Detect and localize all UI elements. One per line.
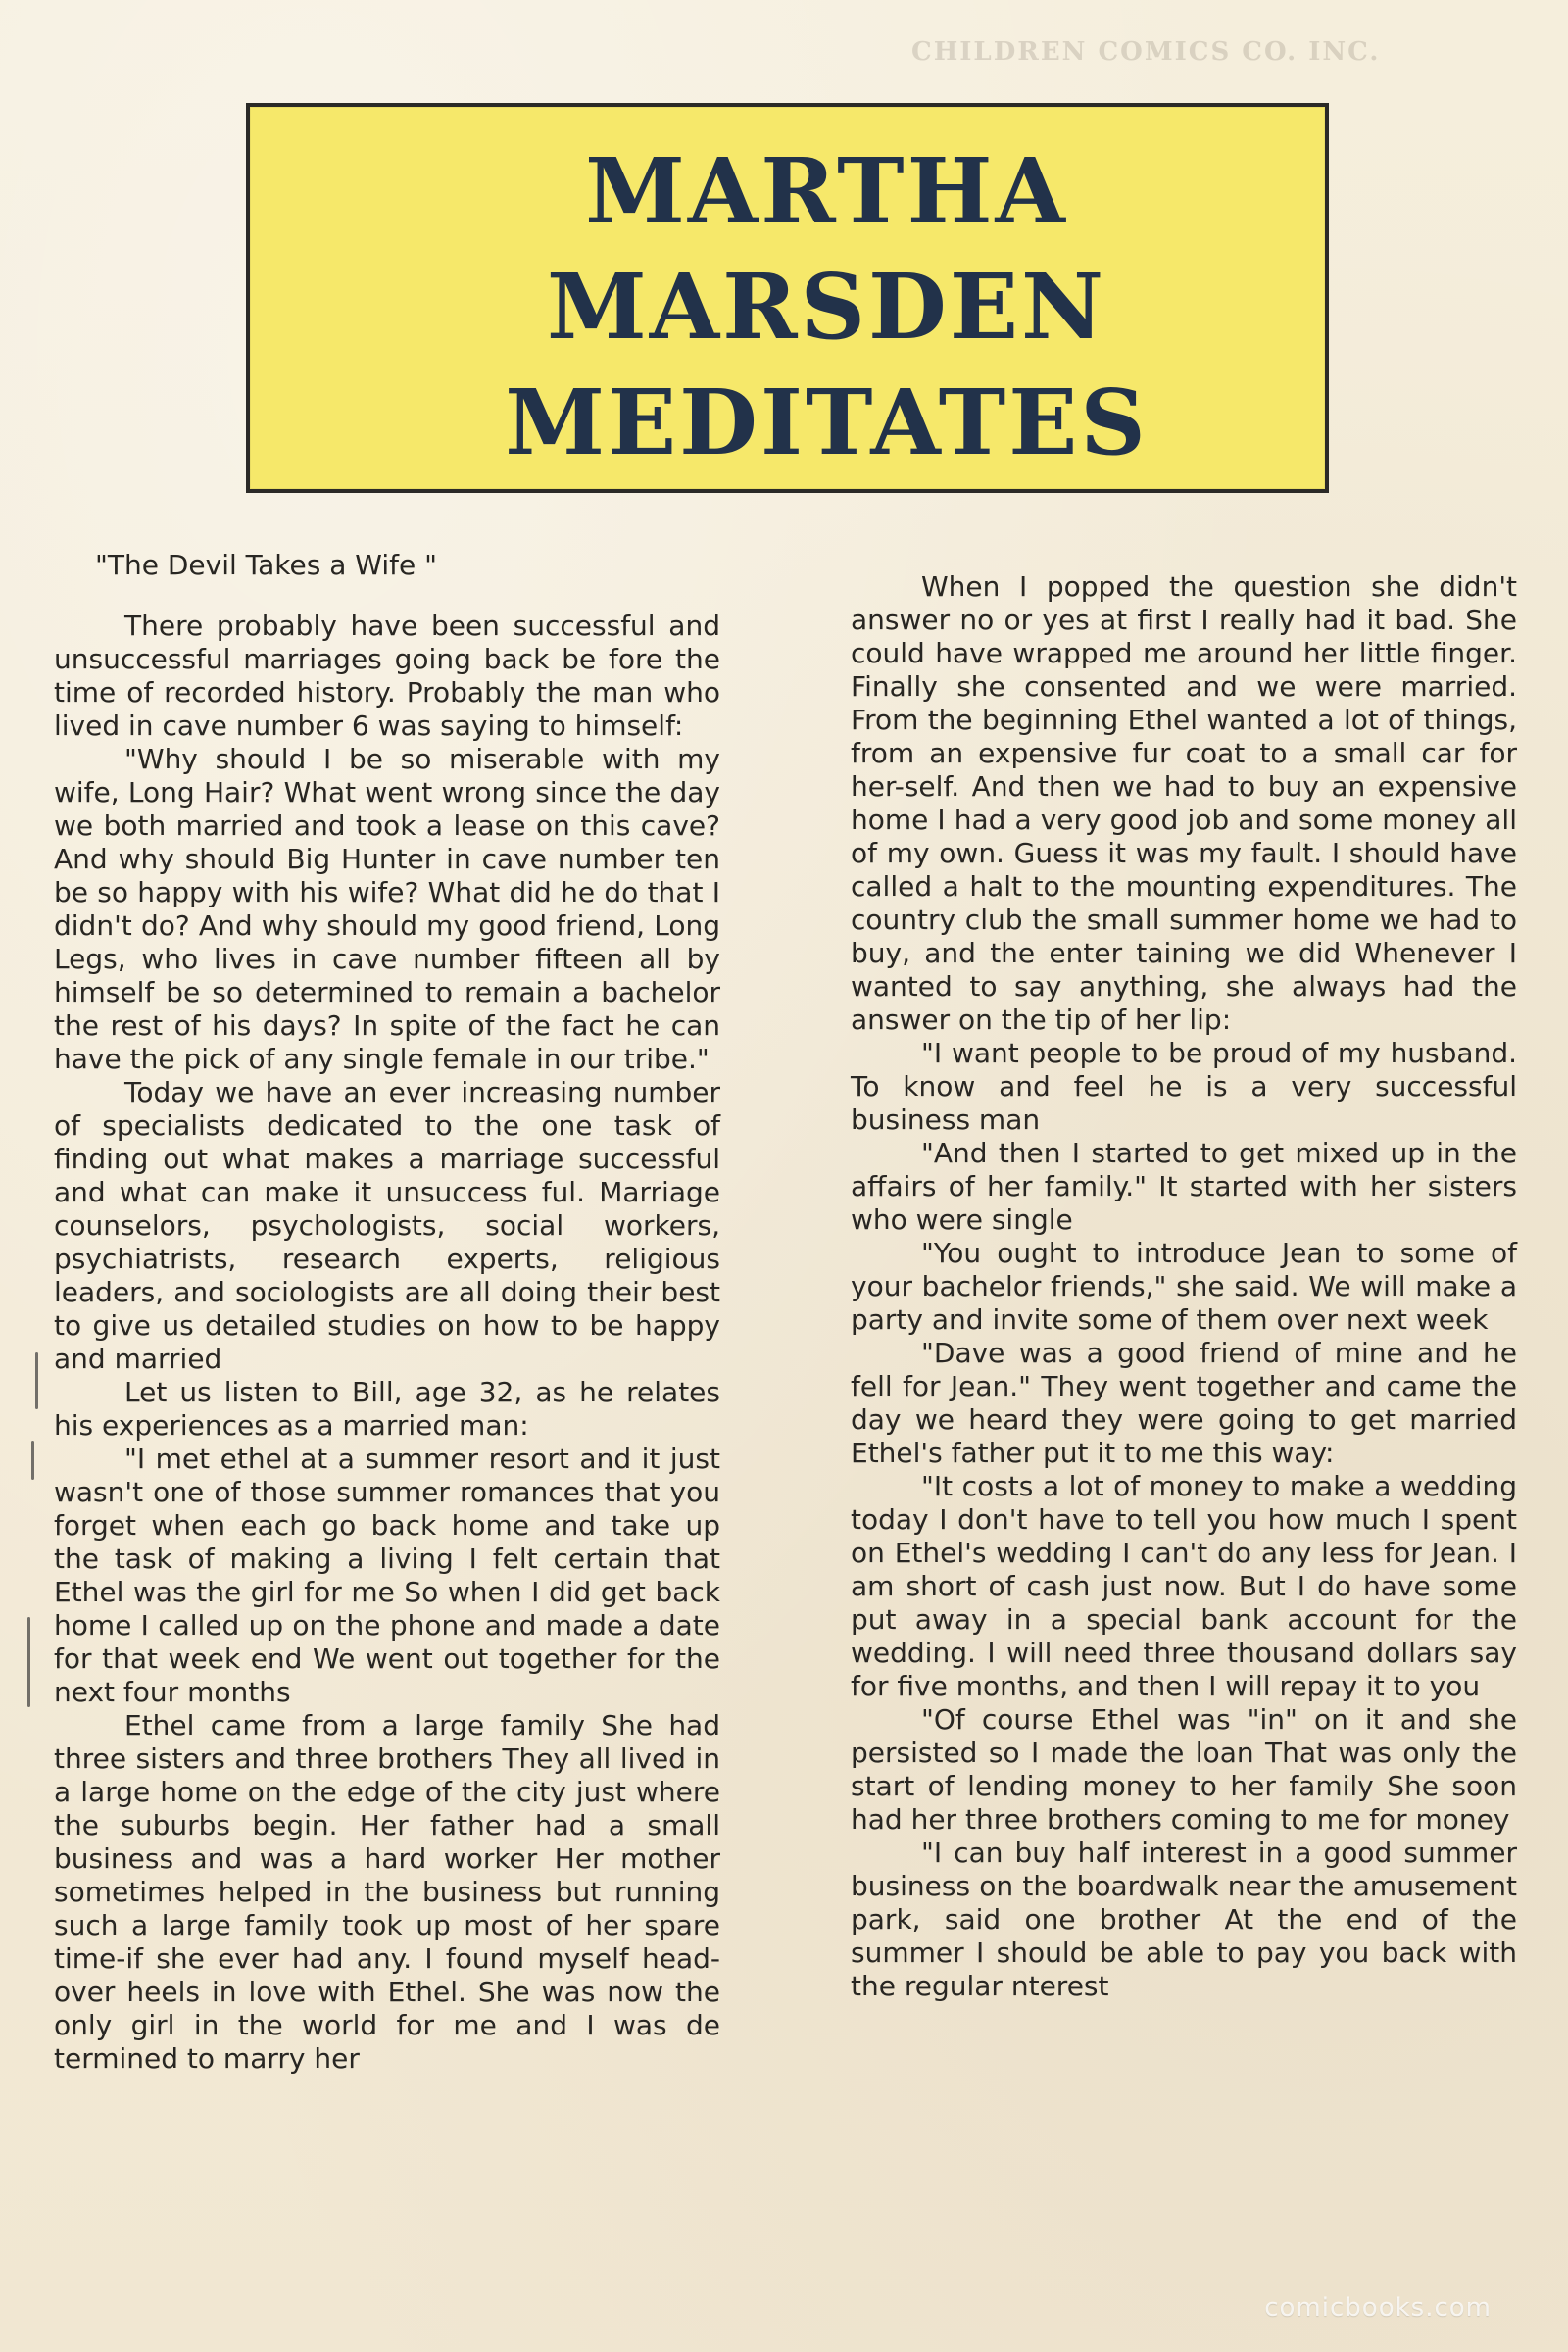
paragraph-right-5: "Dave was a good friend of mine and he fell for Jean." They went together and came the day we heard they were going to get married Ethel's father put it to me this way:	[851, 1337, 1517, 1469]
faded-top-header: CHILDREN COMICS CO. INC.	[911, 37, 1381, 67]
margin-mark	[27, 1617, 30, 1707]
paragraph-right-6: "It costs a lot of money to make a wedding today I don't have to tell you how much I spent on Ethel's wedding I can't do any less for Jean. I am short of cash just now. But I do have some put away in a special bank account for the wedding. I will need three thousand dollars say for five months, and then I will repay it to you	[851, 1470, 1517, 1702]
paragraph-right-2: "I want people to be proud of my husband. To know and feel he is a very successful business man	[851, 1037, 1517, 1136]
paragraph-left-3: Today we have an ever increasing number of specialists dedicated to the one task of finding out what makes a marriage successful and what can make it unsuccess ful. Marriage counselors, psychologists, social workers, psychiatrists, research experts, religious leaders, and sociologists are all doing their best to give us detailed studies on how to be happy and married	[54, 1076, 720, 1375]
paragraph-left-5: "I met ethel at a summer resort and it just wasn't one of those summer romances that you forget when each go back home and take up the task of making a living I felt certain that Ethel was the girl for me So when I did get back home I called up on the phone and made a date for that week end We went out together for the next four months	[54, 1443, 720, 1708]
paragraph-left-1: There probably have been successful and unsuccessful marriages going back be fore the time of recorded history. Probably the man who lived in cave number 6 was saying to himself:	[54, 610, 720, 742]
paragraph-right-8: "I can buy half interest in a good summer business on the boardwalk near the amusement park, said one brother At the end of the summer I should be able to pay you back with the regular nterest	[851, 1837, 1517, 2002]
paragraph-right-3: "And then I started to get mixed up in the affairs of her family." It started with her sisters who were single	[851, 1137, 1517, 1236]
title-line-2: MARSDEN	[546, 254, 1107, 360]
margin-mark	[31, 1441, 34, 1480]
margin-marks	[20, 1352, 59, 1764]
watermark-text: comicbooks.com	[1264, 2293, 1492, 2323]
paragraph-right-4: "You ought to introduce Jean to some of your bachelor friends," she said. We will make a party and invite some of them over next week	[851, 1237, 1517, 1336]
paragraph-right-1: When I popped the question she didn't answer no or yes at first I really had it bad. She could have wrapped me around her little finger. Finally she consented and we were married. From the beginning Ethel wanted a lot of things, from an expensive fur coat to a small car for her-self. And then we had to buy an expensive home I had a very good job and some money all of my own. Guess it was my fault. I should have called a halt to the mounting expenditures. The country club the small summer home we had to buy, and the enter taining we did Whenever I wanted to say anything, she always had the answer on the tip of her lip:	[851, 570, 1517, 1036]
title-line-3: MEDITATES	[505, 369, 1149, 475]
paragraph-left-6: Ethel came from a large family She had three sisters and three brothers They all lived in a large home on the edge of the city just where the suburbs begin. Her father had a small business and was a hard worker Her mother sometimes helped in the business but running such a large family took up most of her spare time-if she ever had any. I found myself head-over heels in love with Ethel. She was now the only girl in the world for me and I was de termined to marry her	[54, 1709, 720, 2075]
title-line-1: MARTHA	[585, 138, 1068, 244]
right-text-column	[851, 570, 1517, 2315]
story-title: "The Devil Takes a Wife "	[95, 549, 438, 581]
left-text-column	[54, 549, 720, 2293]
paragraph-left-2: "Why should I be so miserable with my wife, Long Hair? What went wrong since the day we both married and took a lease on this cave? And why should Big Hunter in cave number ten be so happy with his wife? What did he do that I didn't do? And why should my good friend, Long Legs, who lives in cave number fifteen all by himself be so determined to remain a bachelor the rest of his days? In spite of the fact he can have the pick of any single female in our tribe."	[54, 743, 720, 1075]
title-panel	[246, 103, 1329, 493]
paragraph-left-4: Let us listen to Bill, age 32, as he relates his experiences as a married man:	[54, 1376, 720, 1442]
margin-mark	[35, 1352, 38, 1409]
paragraph-right-7: "Of course Ethel was "in" on it and she persisted so I made the loan That was only the start of lending money to her family She soon had her three brothers coming to me for money	[851, 1703, 1517, 1836]
